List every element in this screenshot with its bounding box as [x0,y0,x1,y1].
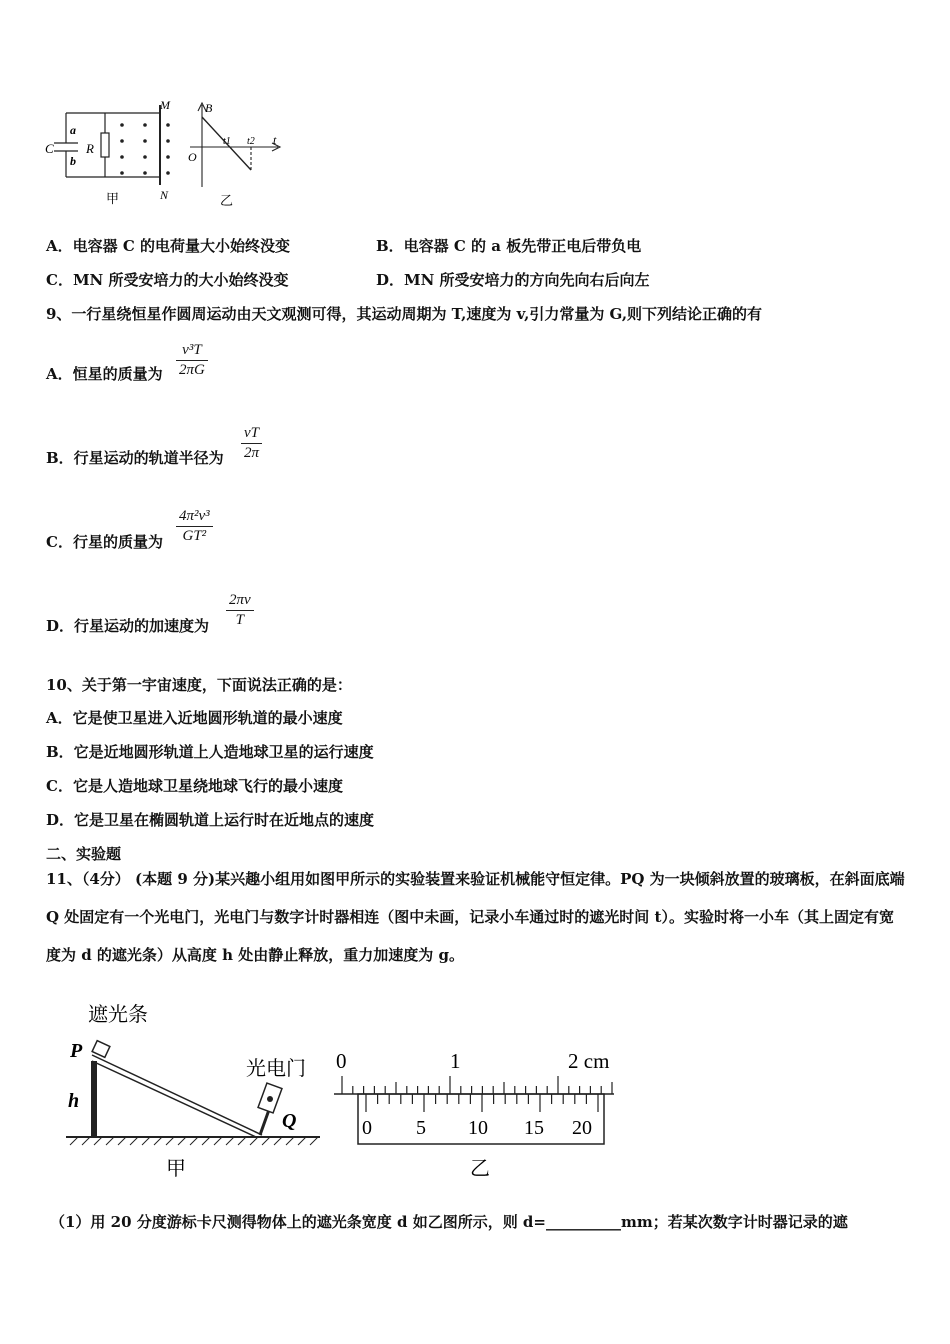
label-t1: t1 [223,136,231,147]
q8-option-d: D．MN 所受安培力的方向先向右后向左 [376,271,650,289]
label-photo-gate: 光电门 [246,1058,306,1080]
q10-option-a: A．它是使卫星进入近地圆形轨道的最小速度 [46,709,343,727]
label-light-strip: 遮光条 [88,1004,148,1026]
q9-option-d: D．行星运动的加速度为 [46,617,210,635]
q8-option-c: C．MN 所受安培力的大小始终没变 [46,271,289,289]
label-o: O [188,150,197,164]
q11-figure-left [58,995,328,1185]
vernier-20: 20 [572,1117,592,1139]
caption-left: 甲 [106,191,120,206]
label-p: P [70,1040,83,1062]
vernier-ticks [366,1094,598,1112]
gate-sensor-dot [267,1096,273,1102]
q9-option-a-formula [176,342,208,379]
main-scale-ticks [342,1076,612,1094]
q10-option-c: C．它是人造地球卫星绕地球飞行的最小速度 [46,777,343,795]
vernier-0: 0 [362,1117,372,1139]
q9-stem: 9、一行星绕恒星作圆周运动由天文观测可得，其运动周期为 T,速度为 v,引力常量为 G,则下列结论正确的有 [46,305,763,323]
label-c: C [45,141,54,156]
label-n: N [160,188,169,202]
main-scale-0: 0 [336,1049,347,1073]
label-r: R [86,141,94,156]
formula-denominator: 2πG [179,362,205,378]
caption-yi: 乙 [470,1158,490,1180]
label-q: Q [282,1110,297,1132]
resistor [101,133,109,157]
formula-numerator: vT [244,425,259,441]
label-m: M [160,98,170,112]
q9-option-d-formula [226,592,254,629]
section-title: 二、实验题 [46,845,122,863]
q11-figure-right [328,1040,620,1185]
caption-jia: 甲 [166,1158,186,1180]
q9-option-b: B．行星运动的轨道半径为 [46,449,224,467]
label-t: t [273,133,277,147]
label-b-axis: B [205,101,213,115]
light-strip [92,1041,110,1058]
main-scale-2cm: 2 cm [568,1049,610,1073]
vernier-10: 10 [468,1117,488,1139]
caption-right: 乙 [220,193,234,208]
q10-option-d: D．它是卫星在椭圆轨道上运行时在近地点的速度 [46,811,375,829]
bt-graph [190,103,280,187]
q9-option-c: C．行星的质量为 [46,533,163,551]
q9-option-a: A．恒星的质量为 [46,365,163,383]
q11-stem: 11、（4分） (本题 9 分)某兴趣小组用如图甲所示的实验装置来验证机械能守恒定律。PQ 为一块倾斜放置的玻璃板，在斜面底端 Q 处固定有一个光电门，光电门与数字计时器相连（图中未画，记录小车通过时的遮光时间 t）。实验时将一小车（其上固定有宽度为 d 的遮光条）从高度 h 处由静止释放，重力加速度为 g。 [46,870,905,964]
q10-option-b: B．它是近地圆形轨道上人造地球卫星的运行速度 [46,743,374,761]
main-scale-1: 1 [450,1049,461,1073]
vernier-15: 15 [524,1117,544,1139]
q9-option-b-formula [241,425,262,462]
formula-denominator: T [235,612,245,628]
q8-option-b: B．电容器 C 的 a 板先带正电后带负电 [376,237,642,255]
label-a: a [70,123,76,137]
formula-numerator: 2πv [229,592,251,608]
formula-numerator: 4π²v³ [179,508,210,524]
label-b: b [70,154,76,168]
formula-numerator: v³T [182,342,202,358]
formula-denominator: 2π [244,445,260,461]
vernier-5: 5 [416,1117,426,1139]
incline-bottom [92,1061,256,1137]
q8-figure [40,95,300,215]
ground-hatching [70,1137,318,1145]
q8-option-a: A．电容器 C 的电荷量大小始终没变 [46,237,291,255]
label-h: h [68,1090,80,1112]
q11-subquestion-1: （1）用 20 分度游标卡尺测得物体上的遮光条宽度 d 如乙图所示，则 d=__________mm；若某次数字计时器记录的遮 [50,1213,848,1231]
label-t2: t2 [247,136,255,147]
magnetic-field-dots [120,123,170,175]
q9-option-c-formula [176,508,213,545]
formula-denominator: GT² [182,528,207,544]
incline-top [92,1055,262,1135]
q10-stem: 10、关于第一宇宙速度，下面说法正确的是： [46,676,352,694]
